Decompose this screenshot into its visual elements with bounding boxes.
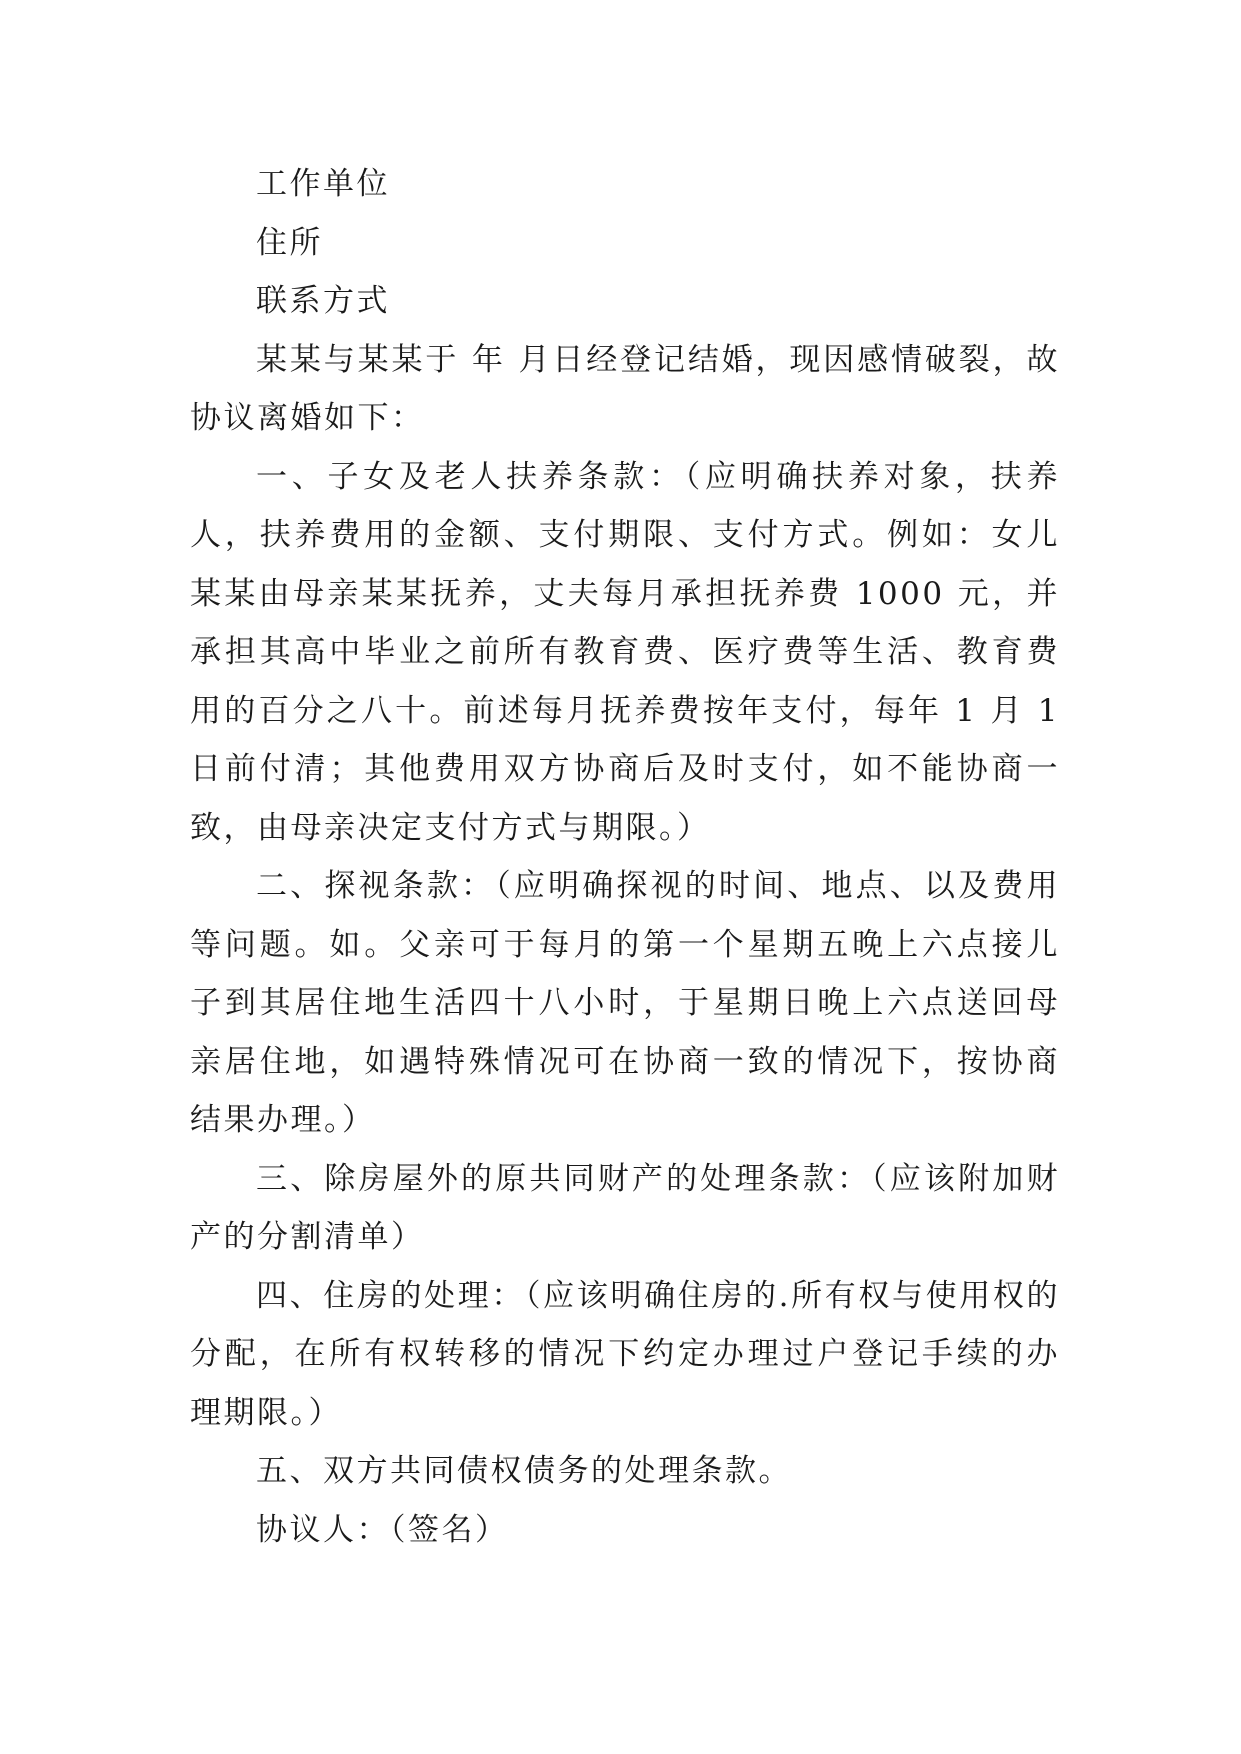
- paragraph-clause-1: 一、子女及老人扶养条款：（应明确扶养对象，扶养人，扶养费用的金额、支付期限、支付方式。例如：女儿某某由母亲某某抚养，丈夫每月承担抚养费 1000 元，并承担其高中毕业之前所有教育费、医疗费等生活、教育费用的百分之八十。前述每月抚养费按年支付，每年 1 月 1 日前付清；其他费用双方协商后及时支付，如不能协商一致，由母亲决定支付方式与期限。）: [190, 458, 1060, 846]
- paragraph-work-unit: 工作单位: [256, 166, 390, 202]
- paragraph-clause-4: 四、住房的处理：（应该明确住房的.所有权与使用权的分配，在所有权转移的情况下约定办理过户登记手续的办理期限。）: [190, 1277, 1060, 1431]
- paragraph-contact: 联系方式: [256, 283, 390, 319]
- paragraph-signature: 协议人：（签名）: [256, 1511, 509, 1548]
- paragraph-intro: 某某与某某于 年 月日经登记结婚，现因感情破裂，故协议离婚如下：: [190, 341, 1060, 436]
- paragraph-clause-2: 二、探视条款：（应明确探视的时间、地点、以及费用等问题。如。父亲可于每月的第一个星期五晚上六点接儿子到其居住地生活四十八小时，于星期日晚上六点送回母亲居住地，如遇特殊情况可在协商一致的情况下，按协商结果办理。）: [190, 868, 1060, 1138]
- document-body: [190, 155, 1060, 1559]
- paragraph-clause-3: 三、除房屋外的原共同财产的处理条款：（应该附加财产的分割清单）: [190, 1160, 1060, 1255]
- paragraph-clause-5: 五、双方共同债权债务的处理条款。: [256, 1453, 792, 1489]
- paragraph-residence: 住所: [256, 224, 323, 261]
